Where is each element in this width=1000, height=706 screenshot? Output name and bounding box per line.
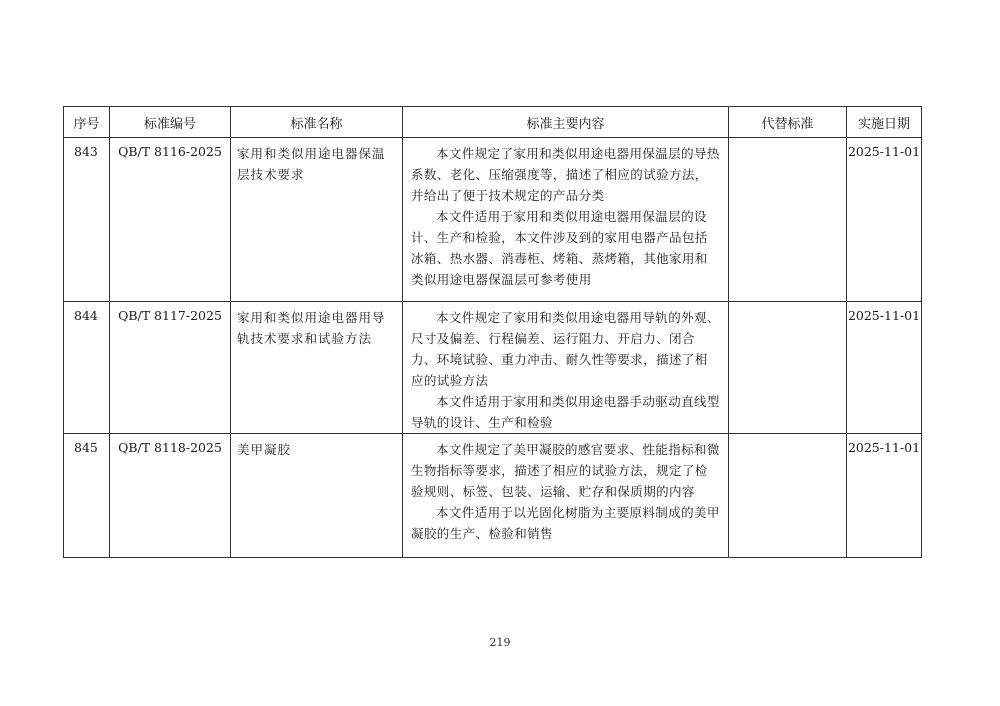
row-name: 家用和类似用途电器用导轨技术要求和试验方法 [231, 302, 403, 434]
row-replaces [729, 302, 847, 434]
row-replaces [729, 138, 847, 302]
header-content: 标准主要内容 [403, 107, 729, 138]
content-paragraph: 本文件适用于以光固化树脂为主要原料制成的美甲凝胶的生产、检验和销售 [411, 505, 720, 541]
header-date: 实施日期 [847, 107, 922, 138]
row-content [403, 138, 729, 302]
row-name: 家用和类似用途电器保温层技术要求 [231, 138, 403, 302]
header-seq: 序号 [64, 107, 110, 138]
row-content [403, 434, 729, 558]
table-header-row [64, 107, 922, 138]
content-paragraph: 本文件规定了美甲凝胶的感官要求、性能指标和微生物指标等要求，描述了相应的试验方法，规定了检验规则、标签、包装、运输、贮存和保质期的内容 [411, 442, 720, 499]
row-date: 2025-11-01 [847, 302, 922, 434]
content-paragraph: 本文件规定了家用和类似用途电器用保温层的导热系数、老化、压缩强度等，描述了相应的试验方法，并给出了便于技术规定的产品分类 [411, 146, 720, 203]
row-replaces [729, 434, 847, 558]
table-row [64, 138, 922, 302]
content-paragraph: 本文件适用于家用和类似用途电器手动驱动直线型导轨的设计、生产和检验 [411, 394, 720, 430]
page-number: 219 [489, 636, 511, 649]
row-date: 2025-11-01 [847, 434, 922, 558]
row-date: 2025-11-01 [847, 138, 922, 302]
row-content [403, 302, 729, 434]
content-paragraph: 本文件规定了家用和类似用途电器用导轨的外观、尺寸及偏差、行程偏差、运行阻力、开启力、闭合力、环境试验、重力冲击、耐久性等要求，描述了相应的试验方法 [411, 310, 720, 388]
row-name: 美甲凝胶 [231, 434, 403, 558]
standards-table [63, 106, 922, 558]
row-seq: 845 [64, 434, 110, 558]
header-replaces: 代替标准 [729, 107, 847, 138]
table-row [64, 302, 922, 434]
row-seq: 844 [64, 302, 110, 434]
row-code: QB/T 8118-2025 [110, 434, 231, 558]
header-code: 标准编号 [110, 107, 231, 138]
header-name: 标准名称 [231, 107, 403, 138]
row-seq: 843 [64, 138, 110, 302]
row-code: QB/T 8116-2025 [110, 138, 231, 302]
table-row [64, 434, 922, 558]
row-code: QB/T 8117-2025 [110, 302, 231, 434]
content-paragraph: 本文件适用于家用和类似用途电器用保温层的设计、生产和检验，本文件涉及到的家用电器产品包括冰箱、热水器、消毒柜、烤箱、蒸烤箱，其他家用和类似用途电器保温层可参考使用 [411, 209, 708, 287]
